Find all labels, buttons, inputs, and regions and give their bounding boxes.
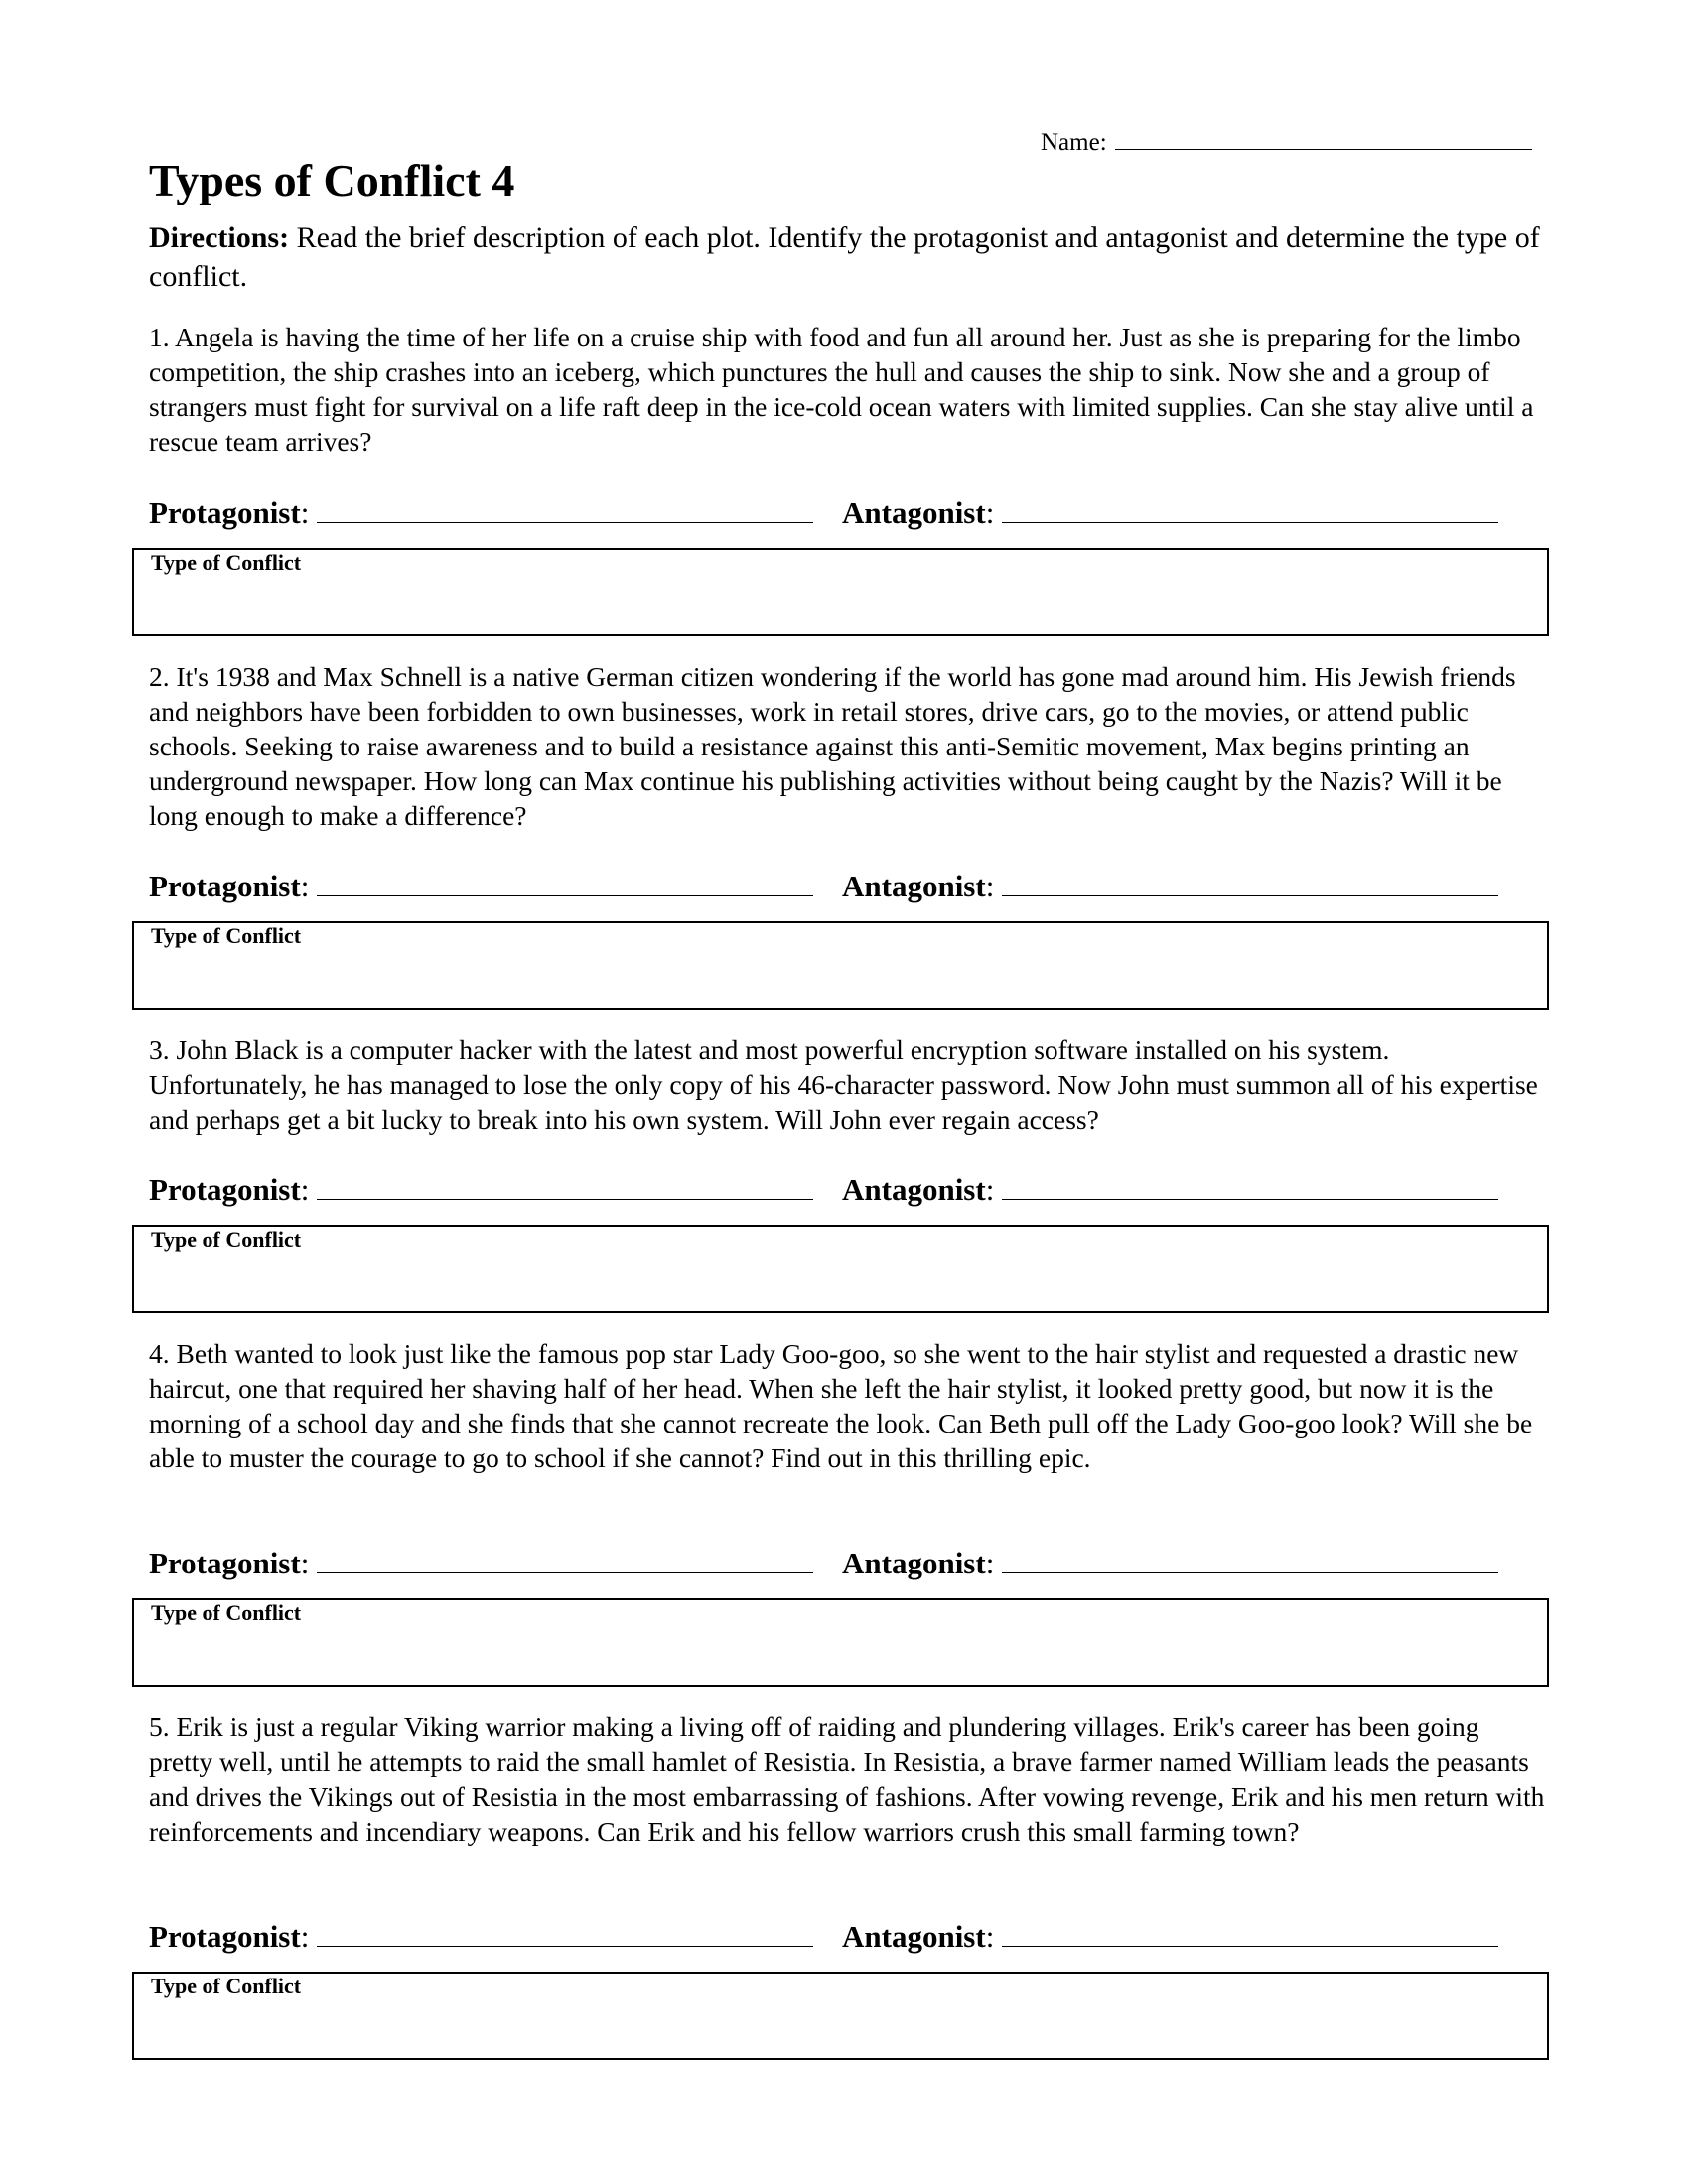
protagonist-blank[interactable] <box>317 494 813 523</box>
type-of-conflict-box[interactable] <box>132 1225 1549 1313</box>
plot-description: 1. Angela is having the time of her life on a cruise ship with food and fun all around her. Just as she is preparing for the limbo competition, the ship crashes into an iceberg, which punctures the hull and causes the ship to sink. Now she and a group of strangers must fight for survival on a life raft deep in the ice-cold ocean waters with limited supplies. Can she stay alive until a rescue team arrives? <box>149 322 1534 457</box>
roles-row-1 <box>149 493 1549 533</box>
antagonist-blank[interactable] <box>1002 868 1498 896</box>
antagonist-field <box>842 867 1498 906</box>
name-field <box>1041 125 1532 158</box>
plot-description: 2. It's 1938 and Max Schnell is a native German citizen wondering if the world has gone mad around him. His Jewish friends and neighbors have been forbidden to own businesses, work in retail stores, drive cars, go to the movies, or attend public schools. Seeking to raise awareness and to build a resistance against this anti-Semitic movement, Max begins printing an underground newspaper. How long can Max continue his publishing activities without being caught by the Nazis? Will it be long enough to make a difference? <box>149 661 1516 831</box>
plot-description: 5. Erik is just a regular Viking warrior making a living off of raiding and plundering villages. Erik's career has been going pretty well, until he attempts to raid the small hamlet of Resistia. In Resistia, a brave farmer named William leads the peasants and drives the Vikings out of Resistia in the most embarrassing of fashions. After vowing revenge, Erik and his men return with reinforcements and incendiary weapons. Can Erik and his fellow warriors crush this small farming town? <box>149 1711 1545 1846</box>
protagonist-field <box>149 1170 813 1210</box>
protagonist-blank[interactable] <box>317 868 813 896</box>
antagonist-blank[interactable] <box>1002 1171 1498 1200</box>
antagonist-label: Antagonist <box>842 1172 986 1207</box>
protagonist-field <box>149 1917 813 1957</box>
roles-row-3 <box>149 1170 1549 1210</box>
directions-text: Read the brief description of each plot. Identify the protagonist and antagonist and determine the type of conflict. <box>149 221 1540 293</box>
type-of-conflict-box[interactable] <box>132 1972 1549 2060</box>
protagonist-label: Protagonist <box>149 495 301 530</box>
protagonist-label: Protagonist <box>149 1172 301 1207</box>
protagonist-field <box>149 867 813 906</box>
protagonist-label: Protagonist <box>149 1546 301 1580</box>
protagonist-field <box>149 493 813 533</box>
type-of-conflict-label: Type of Conflict <box>151 1974 302 1998</box>
colon: : <box>985 869 995 903</box>
page-title: Types of Conflict 4 <box>149 155 515 205</box>
colon: : <box>985 495 995 530</box>
protagonist-label: Protagonist <box>149 1919 301 1954</box>
type-of-conflict-label: Type of Conflict <box>151 1600 302 1625</box>
colon: : <box>300 495 310 530</box>
plot-description: 3. John Black is a computer hacker with the latest and most powerful encryption software installed on his system. Unfortunately, he has managed to lose the only copy of his 46-character password. Now John must summon all of his expertise and perhaps get a bit lucky to break into his own system. Will John ever regain access? <box>149 1034 1538 1135</box>
colon: : <box>300 1919 310 1954</box>
antagonist-blank[interactable] <box>1002 494 1498 523</box>
type-of-conflict-box[interactable] <box>132 548 1549 636</box>
type-of-conflict-label: Type of Conflict <box>151 923 302 948</box>
antagonist-blank[interactable] <box>1002 1918 1498 1947</box>
protagonist-blank[interactable] <box>317 1918 813 1947</box>
name-blank[interactable] <box>1115 125 1532 150</box>
colon: : <box>300 869 310 903</box>
antagonist-label: Antagonist <box>842 1546 986 1580</box>
colon: : <box>985 1546 995 1580</box>
directions <box>149 218 1549 296</box>
roles-row-4 <box>149 1544 1549 1583</box>
antagonist-field <box>842 1917 1498 1957</box>
type-of-conflict-box[interactable] <box>132 921 1549 1010</box>
protagonist-blank[interactable] <box>317 1545 813 1573</box>
roles-row-2 <box>149 867 1549 906</box>
type-of-conflict-label: Type of Conflict <box>151 1227 302 1252</box>
antagonist-field <box>842 493 1498 533</box>
protagonist-blank[interactable] <box>317 1171 813 1200</box>
colon: : <box>300 1172 310 1207</box>
type-of-conflict-label: Type of Conflict <box>151 550 302 575</box>
name-label: Name: <box>1041 129 1107 156</box>
protagonist-field <box>149 1544 813 1583</box>
roles-row-5 <box>149 1917 1549 1957</box>
colon: : <box>300 1546 310 1580</box>
antagonist-blank[interactable] <box>1002 1545 1498 1573</box>
protagonist-label: Protagonist <box>149 869 301 903</box>
antagonist-field <box>842 1170 1498 1210</box>
antagonist-label: Antagonist <box>842 495 986 530</box>
colon: : <box>985 1919 995 1954</box>
directions-label: Directions: <box>149 221 290 254</box>
plot-description: 4. Beth wanted to look just like the famous pop star Lady Goo-goo, so she went to the hair stylist and requested a drastic new haircut, one that required her shaving half of her head. When she left the hair stylist, it looked pretty good, but now it is the morning of a school day and she finds that she cannot recreate the look. Can Beth pull off the Lady Goo-goo look? Will she be able to muster the courage to go to school if she cannot? Find out in this thrilling epic. <box>149 1338 1533 1473</box>
antagonist-label: Antagonist <box>842 869 986 903</box>
colon: : <box>985 1172 995 1207</box>
antagonist-field <box>842 1544 1498 1583</box>
type-of-conflict-box[interactable] <box>132 1598 1549 1687</box>
antagonist-label: Antagonist <box>842 1919 986 1954</box>
